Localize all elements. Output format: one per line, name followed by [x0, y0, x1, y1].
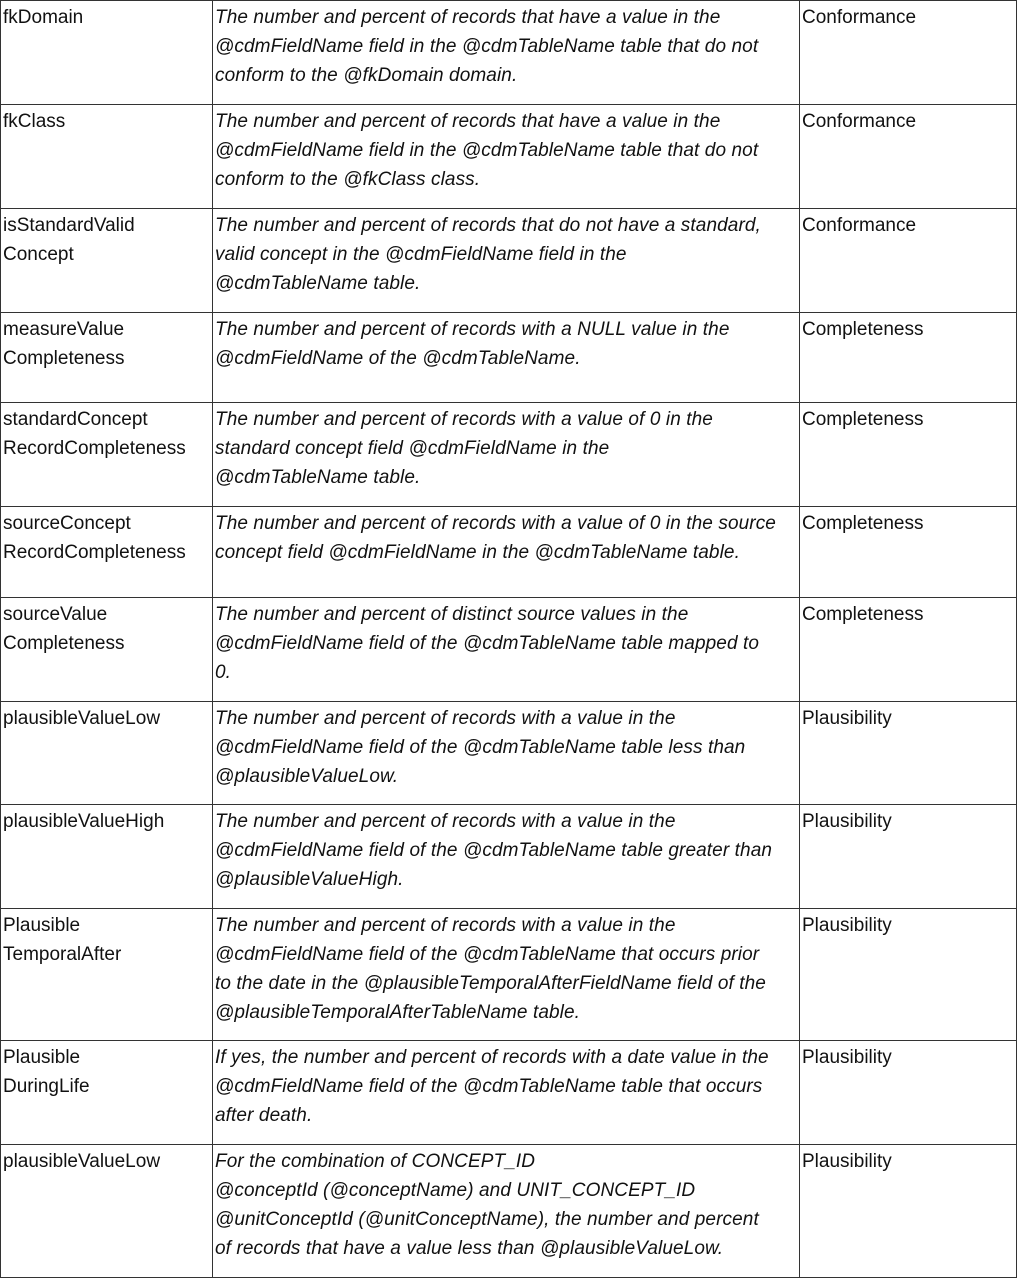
check-name-text: plausibleValueLow — [3, 708, 161, 729]
check-description-text: 0. — [215, 662, 232, 683]
check-name-text: fkDomain — [3, 7, 84, 28]
check-description-cell — [213, 403, 800, 507]
check-category-cell: Conformance — [800, 1, 1017, 105]
check-description-text: @plausibleTemporalAfterTableName table. — [215, 1002, 581, 1023]
check-description-cell — [213, 1145, 800, 1278]
check-name-cell — [1, 1041, 213, 1145]
check-category-cell: Completeness — [800, 598, 1017, 702]
check-name-cell — [1, 403, 213, 507]
check-category-cell: Completeness — [800, 403, 1017, 507]
check-description-text: If yes, the number and percent of records with a date value in the — [215, 1047, 769, 1068]
check-description-text: The number and percent of records with a value of 0 in the source — [215, 513, 776, 534]
check-name-text: sourceValue — [3, 604, 108, 625]
check-description-cell — [213, 598, 800, 702]
check-category-cell: Plausibility — [800, 909, 1017, 1041]
check-description-text: @cdmFieldName field in the @cdmTableName table that do not — [215, 36, 759, 57]
check-description-cell — [213, 1041, 800, 1145]
check-description-text: @cdmFieldName field of the @cdmTableName that occurs prior — [215, 944, 760, 965]
check-description-cell — [213, 313, 800, 403]
check-description-text: The number and percent of records with a NULL value in the — [215, 319, 730, 340]
check-description-text: standard concept field @cdmFieldName in the — [215, 438, 610, 459]
check-name-cell — [1, 1, 213, 105]
check-description-cell — [213, 1, 800, 105]
check-description-text: @cdmFieldName field of the @cdmTableName table mapped to — [215, 633, 760, 654]
check-description-cell — [213, 702, 800, 805]
check-name-cell — [1, 1145, 213, 1278]
check-description-text: The number and percent of records with a value in the — [215, 915, 676, 936]
check-name-text: plausibleValueLow — [3, 1151, 161, 1172]
check-description-text: @plausibleValueLow. — [215, 766, 399, 787]
check-name-text: Concept — [3, 244, 74, 265]
check-name-text: TemporalAfter — [3, 944, 122, 965]
check-description-text: The number and percent of records with a value in the — [215, 708, 676, 729]
check-description-text: @cdmTableName table. — [215, 273, 421, 294]
check-category-cell: Completeness — [800, 313, 1017, 403]
check-description-text: conform to the @fkClass class. — [215, 169, 481, 190]
check-description-text: @conceptId (@conceptName) and UNIT_CONCEPT_ID — [215, 1180, 696, 1201]
check-name-text: Plausible — [3, 915, 81, 936]
check-description-text: @cdmTableName table. — [215, 467, 421, 488]
check-description-text: The number and percent of records that do not have a standard, — [215, 215, 761, 236]
check-name-text: Completeness — [3, 633, 125, 654]
check-name-text: RecordCompleteness — [3, 542, 186, 563]
check-description-text: @cdmFieldName of the @cdmTableName. — [215, 348, 581, 369]
check-description-text: @cdmFieldName field of the @cdmTableName table that occurs — [215, 1076, 763, 1097]
check-description-cell — [213, 507, 800, 598]
check-category-cell: Completeness — [800, 507, 1017, 598]
check-name-cell — [1, 909, 213, 1041]
check-description-cell — [213, 805, 800, 909]
table-row — [1, 598, 1017, 702]
table-row — [1, 313, 1017, 403]
check-description-text: concept field @cdmFieldName in the @cdmTableName table. — [215, 542, 740, 563]
check-description-cell — [213, 909, 800, 1041]
check-name-text: RecordCompleteness — [3, 438, 186, 459]
check-description-text: @plausibleValueHigh. — [215, 869, 404, 890]
check-name-cell — [1, 209, 213, 313]
table-row — [1, 1, 1017, 105]
check-name-cell — [1, 507, 213, 598]
check-name-cell — [1, 105, 213, 209]
check-description-text: The number and percent of records that have a value in the — [215, 7, 721, 28]
check-description-text: to the date in the @plausibleTemporalAfterFieldName field of the — [215, 973, 766, 994]
table-row — [1, 105, 1017, 209]
table-row — [1, 403, 1017, 507]
check-description-text: @cdmFieldName field of the @cdmTableName table greater than — [215, 840, 773, 861]
check-description-text: valid concept in the @cdmFieldName field in the — [215, 244, 627, 265]
check-description-text: @cdmFieldName field in the @cdmTableName table that do not — [215, 140, 759, 161]
check-name-cell — [1, 313, 213, 403]
check-category-cell: Conformance — [800, 209, 1017, 313]
check-description-text: after death. — [215, 1105, 313, 1126]
table-row — [1, 1041, 1017, 1145]
check-category-cell: Plausibility — [800, 805, 1017, 909]
check-name-text: Completeness — [3, 348, 125, 369]
table-row — [1, 909, 1017, 1041]
check-description-cell — [213, 209, 800, 313]
check-description-cell — [213, 105, 800, 209]
check-name-text: plausibleValueHigh — [3, 811, 165, 832]
check-name-cell — [1, 702, 213, 805]
check-name-text: measureValue — [3, 319, 125, 340]
check-name-cell — [1, 598, 213, 702]
check-description-text: The number and percent of records with a value in the — [215, 811, 676, 832]
check-category-cell: Plausibility — [800, 702, 1017, 805]
check-name-text: standardConcept — [3, 409, 148, 430]
table-row — [1, 209, 1017, 313]
check-name-text: fkClass — [3, 111, 66, 132]
check-description-text: The number and percent of distinct source values in the — [215, 604, 689, 625]
check-name-text: Plausible — [3, 1047, 81, 1068]
check-name-cell — [1, 805, 213, 909]
table-row — [1, 702, 1017, 805]
check-name-text: sourceConcept — [3, 513, 131, 534]
check-category-cell: Conformance — [800, 105, 1017, 209]
check-description-text: For the combination of CONCEPT_ID — [215, 1151, 536, 1172]
check-description-text: conform to the @fkDomain domain. — [215, 65, 518, 86]
check-description-text: The number and percent of records with a value of 0 in the — [215, 409, 713, 430]
check-name-text: isStandardValid — [3, 215, 135, 236]
check-description-text: The number and percent of records that have a value in the — [215, 111, 721, 132]
check-description-text: @unitConceptId (@unitConceptName), the number and percent — [215, 1209, 759, 1230]
table-row — [1, 1145, 1017, 1278]
table-row — [1, 507, 1017, 598]
check-category-cell: Plausibility — [800, 1145, 1017, 1278]
check-name-text: DuringLife — [3, 1076, 90, 1097]
table-body — [1, 1, 1017, 1278]
check-description-text: of records that have a value less than @plausibleValueLow. — [215, 1238, 724, 1259]
check-description-text: @cdmFieldName field of the @cdmTableName table less than — [215, 737, 746, 758]
check-category-cell: Plausibility — [800, 1041, 1017, 1145]
table-row — [1, 805, 1017, 909]
